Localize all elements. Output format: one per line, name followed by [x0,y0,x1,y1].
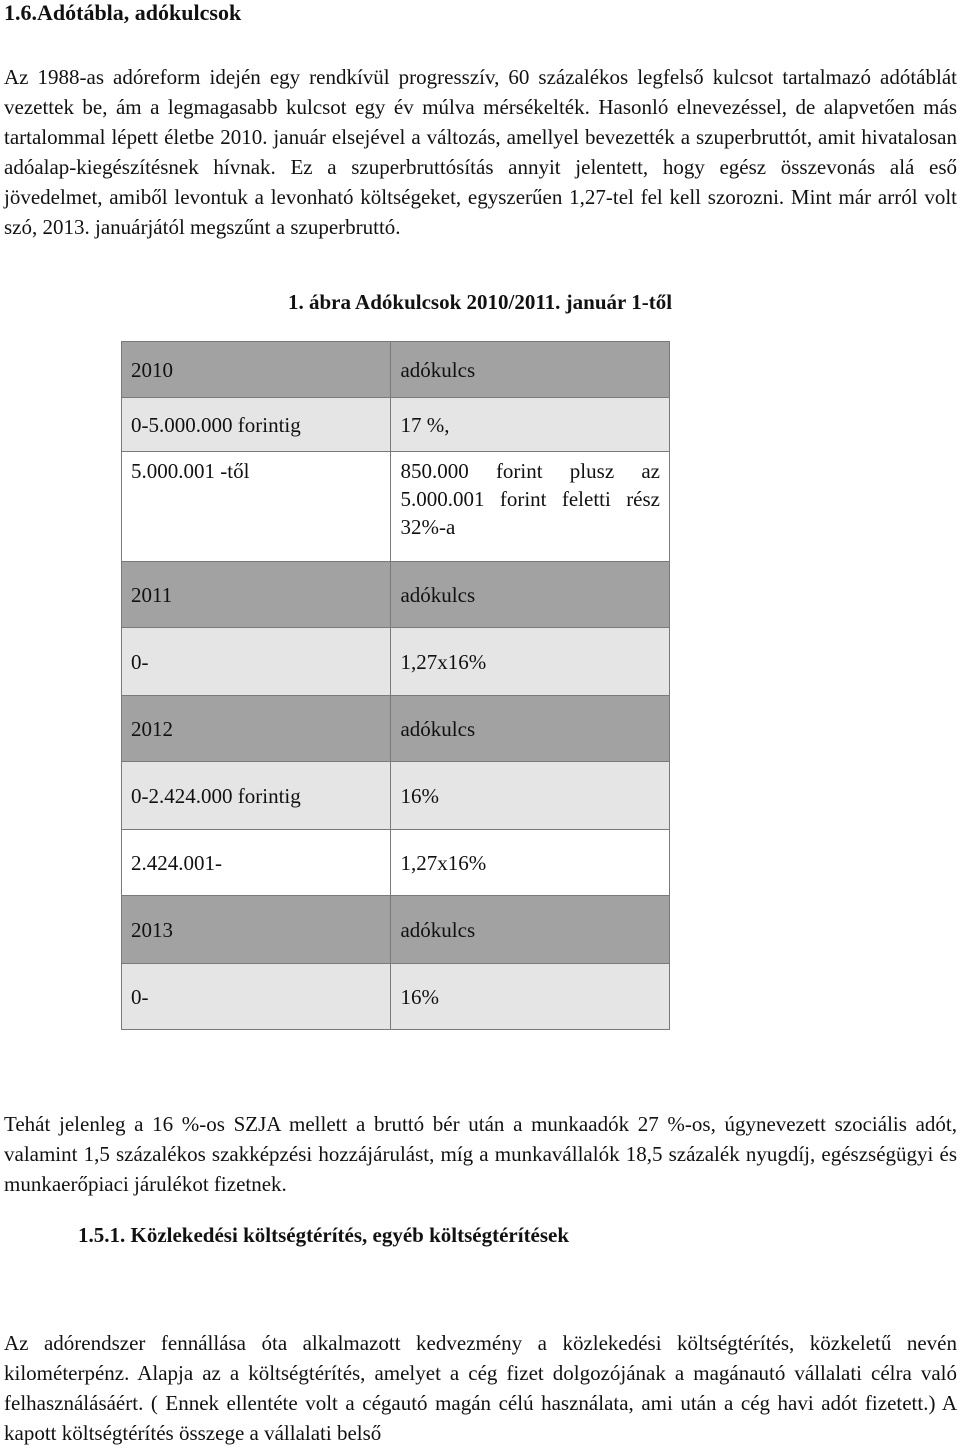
table-row [122,342,670,398]
table-cell-range: 0-5.000.000 forintig [122,398,391,452]
table-cell-rate: 1,27x16% [391,830,670,896]
table-cell-year: 2013 [122,896,391,964]
table-cell-rate: 16% [391,964,670,1030]
subsection-title: 1.5.1. Közlekedési költségtérítés, egyéb költségtérítések [78,1223,570,1247]
table-cell-rate: 17 %, [391,398,670,452]
section-title: 1.6.Adótábla, adókulcsok [4,0,242,25]
table-cell-header: adókulcs [391,696,670,762]
table-cell-rate: 850.000 forint plusz az 5.000.001 forint feletti rész 32%-a [391,452,670,562]
table-cell-year: 2010 [122,342,391,398]
table-row [122,452,670,562]
summary-paragraph: Tehát jelenleg a 16 %-os SZJA mellett a bruttó bér után a munkaadók 27 %-os, úgynevezett szociális adót, valamint 1,5 százalékos szakképzési hozzájárulást, míg a munkavállalók 18,5 százalék nyugdíj, egészségügyi és munkaerőpiaci járulékot fizetnek. [4,1112,957,1196]
table-cell-range: 2.424.001- [122,830,391,896]
figure-caption: 1. ábra Adókulcsok 2010/2011. január 1-től [287,290,673,314]
table-row [122,830,670,896]
table-cell-year: 2011 [122,562,391,628]
transport-paragraph: Az adórendszer fennállása óta alkalmazott kedvezmény a közlekedési költségtérítés, közkeletű nevén kilométerpénz. Alapja az a költségtérítés, amelyet a cég fizet dolgozójának a magánautó vállalati célra való felhasználásáért. ( Ennek ellentéte volt a cégautó magán célú használata, ami után a cég havi adót fizetett.) A kapott költségtérítés összege a vállalati belső [4,1331,957,1445]
tax-rate-table [121,341,670,1030]
table-cell-header: adókulcs [391,342,670,398]
table-cell-year: 2012 [122,696,391,762]
table-cell-rate: 1,27x16% [391,628,670,696]
table-cell-rate: 16% [391,762,670,830]
intro-paragraph: Az 1988-as adóreform idején egy rendkívül progresszív, 60 százalékos legfelső kulcsot tartalmazó adótáblát vezettek be, ám a legmagasabb kulcsot egy év múlva mérsékelték. Hasonló elnevezéssel, de alapvetően más tartalommal lépett életbe 2010. január elsejével a változás, amellyel bevezették a szuperbruttót, amit hivatalosan adóalap-kiegészítésnek hívnak. Ez a szuperbruttósítás annyit jelentett, hogy egész összevonás alá eső jövedelmet, amiből levontuk a levonható költségeket, egyszerűen 1,27-tel fel kell szorozni. Mint már arról volt szó, 2013. januárjától megszűnt a szuperbruttó. [4,65,957,239]
table-cell-header: adókulcs [391,896,670,964]
table-row [122,762,670,830]
table-cell-range: 0- [122,964,391,1030]
table-cell-range: 0-2.424.000 forintig [122,762,391,830]
table-cell-range: 5.000.001 -től [122,452,391,562]
table-row [122,628,670,696]
table-cell-header: adókulcs [391,562,670,628]
table-row [122,562,670,628]
table-cell-range: 0- [122,628,391,696]
table-row [122,398,670,452]
table-row [122,896,670,964]
table-row [122,696,670,762]
table-row [122,964,670,1030]
